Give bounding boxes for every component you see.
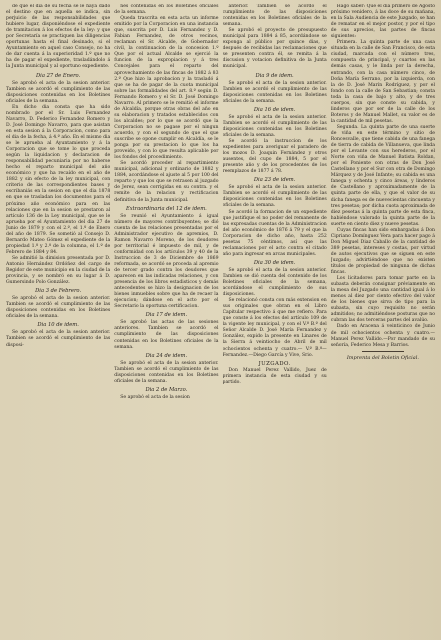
- session-date-heading: Dia 2 de Marzo.: [145, 386, 188, 393]
- session-date-heading: Dia 24 de idem.: [145, 352, 188, 359]
- paragraph: Dado en Aracena á veinticinco de Junio de mil ochocientos ochenta y cuatro.—Manuel Perez Vallido.—Por mandado de su señoría, Federico Mesa y Barrios.: [330, 324, 435, 348]
- paragraph: Se aprobó el acta de la sesion anterior. Tambien se acordó el cumplimiento de las disposiciones contenidas en los Boletines oficiales de la semana.: [114, 360, 219, 384]
- paragraph: Se acordó la formacion de un expediente que justifique el no poder del remanente de las expresadas cuentas de la Administracion del año económico de 1876 á 79 y el que la Corporacion de dicho año, hasta 252 pesetas 75 céntimos, así que las reclamaciones por el acto contra el citado año para ingresar en arcas municipales.: [222, 209, 327, 257]
- paragraph: Se aprobó el acta de la sesion anterior. Tambien se acordó el cumplimiento de las disposiciones contenidas en los Boletines oficiales de la semana.: [6, 296, 111, 320]
- session-date-heading: Dia 10 de idem.: [37, 322, 79, 329]
- paragraph: Se aprobó el acta de la sesion anterior. Tambien se acordó el cumplimiento de las disposiciones contenidas en los Boletines oficiales de la semana.: [222, 185, 327, 209]
- paragraph: Se aprobó el acta de la sesion anterior. Tambien se acordó el cumplimiento de las disposi-: [6, 330, 111, 348]
- session-date-heading: Dia 16 de idem.: [253, 106, 296, 113]
- paragraph: Primera. La quinta parte de una casa situada en la calle de San Francisco, de esta ciudad, marcada con el número tres, compuesta de principal, y cuartos en las demás casas, y le linda por la derecha, entrando, con la casa número cinco, de Doña María Serrano, por la izquierda, con la de D. José Marín Rodríguez, y por el fondo con la calle de San Sebastian; consta toda la casa de bajo y alto, y de tres cuerpos, sin que conste su cabida, y linderos que por ser de la calle de los Boteros y de Manuel Mallet, su valor es de la cantidad de mil pesetas.: [330, 40, 435, 124]
- paragraph: anterior. Tambien se acordó el cumplimiento de las disposiciones contenidas en los Boletines oficiales de la semana.: [222, 4, 327, 28]
- session-date-heading: Dia 9 de idem.: [255, 72, 294, 79]
- printer-imprint: Imprenta del Boletin Oficial.: [346, 354, 419, 361]
- session-date-heading: Dia 17 de idem.: [145, 312, 188, 319]
- paragraph: Se aprobó las actas de las sesiones anteriores. Tambien se acordó el cumplimiento de las disposiciones contenidas en los Boletines oficiales de la semana.: [114, 320, 219, 350]
- paragraph: Queda trascrita en esta acta un informe emitido por la Corporacion en una instancia que, suscrita por D. Luis Fernandez y D. Fabian Fernandez, de otros vecinos, reclaman el Sr. Alcalde, de Gobernador civil, la continuacion de la concesion 1.º Que por el actual Alcalde se ejerció la funcion de la expropiacion y á tres Concejales para el reparto del aprovechamiento de las fincas de 1882 á 83 2.º Que hizo la aprobacion y la trasladó á que se ha de pagar de la cuota municipal sobre las formalidades del art. 8.º según D. Fernando Romero y el Sr. D. José Domingo Navarro. Al primero se le remitió el informe de Alcaldía, porque otras obras del año en su elaboracion y tratados establecidos con los alcaldes; por lo que se acordó que la Corporacion no se pagase por el ningun acuerdo, y con el segundo de que el que suscribe se opone cumplir en Alcaldía, se le ponga por su prestacion lo que los ha proveido, y con lo que resulta aplicable por los fondos del procedimiento.: [114, 16, 219, 161]
- paragraph: En dicho dia consta que ha sido nombrado por el Sr. Luis Fernandez Navarro, D. Federico Fernandez Romero y D. José Domingo Navarro, para que asistan en esta sesion á la Corporacion, como para el dia de la fecha, á 4.º año. En el mismo dia se le aprueba al Ayuntamiento y á la Corporacion que se tome lo que proceda según la liquidacion y declaracion de responsabilidad pecuniaria por no haberse hecho el reparto municipal del año económico y que ha recaído en el año de 1882 y sin efecto de la ley municipal, con criterio de las correspondientes bases y escribaniás en la sesion en que el dia 1878 en que se trasladan los documentos para el próximo año económico para en las relaciones que en la sesion se prestaron al artículo 136 de la Ley municipal, que se le aprueba por el Ayuntamiento del dia 27 de Junio de 1879 y con el 2.º, el 1.º de Enero del año de 1879. Se sometió al Consejo D. Bernardo Mateo Gómez el expediente de la propiedad 1.º y 2.º de la columna, el 1.º de Febrero de 1884 y 84.: [6, 104, 111, 255]
- session-date-heading: Dia 23 de idem.: [253, 177, 296, 184]
- divider-rule: [362, 351, 404, 352]
- column-3: [223, 4, 327, 636]
- column-4: [331, 4, 435, 636]
- paragraph: Se relacionó consta con más extension en sus originales que obran en el Libro Capitular respectivo á que me refiero. Para que conste á los efectos del artículo 109 de la vigente ley municipal, y con el V.º B.º del Señor Alcalde D. José María Fernandez y González, expido la presente en Linares de la Sierra á veintiocho de Abril de mil ochocientos ochenta y cuatro.— V.º B.º—Fernandez.—Diego García y Vive, Srio.: [222, 298, 327, 358]
- column-2: [114, 4, 218, 636]
- section-heading: JUZGADO.: [258, 360, 291, 367]
- paragraph: Los licitadores para tomar parte en la subasta deberán consignar préviamente en la mesa del Juzgado una cantidad igual á lo menos al diez por ciento efectivo del valor de los bienes que sirva de tipo para la subasta, sin cuyo requisito no serán admitidos; no admitiéndose posturas que no cubran las dos terceras partes del avalúo.: [330, 276, 435, 324]
- paragraph: nes contenidas en los Boletines oficiales de la semana.: [114, 4, 219, 16]
- paragraph: Se aprobó el acta de la sesion: [120, 394, 190, 400]
- paragraph: Se aprobó el acta de la sesion anterior. Tambien se acordó el cumplimiento de las disposiciones contenidas en los Boletines oficiales de la semana.: [222, 80, 327, 104]
- paragraph: Se admitió la dimision presentada por D. Antonio Hernández Ordóñez del cargo de Regidor de este municipio en la ciudad de la provincia, y se nombró en su lugar á D. Gumersindo Polo González.: [6, 255, 111, 286]
- columns: [6, 4, 435, 636]
- paragraph: Se reunió el Ayuntamiento á igual número de mayores contribuyentes; se dió cuenta de las relaciones presentadas por el Administrador ejecutivo de apremios, D. Ramon Navarro Moreno, de los deudores por territorial é impuesto de mil, y de conformidad con los artículos 39 y 40 de la Instruccion de 3 de Diciembre de 1869 reformada, se acordó se proceda al apremio de tercer grado contra los deudores que aparecen en las indicadas relaciones, y con presencia de los libros estadisticos y demás antecedentes se hizo la designacion de los bienes inmuebles sobre que ha de recaer la ejecucion; dándose en el acto por el Secretario la oportuna certificacion.: [114, 213, 219, 310]
- session-date-heading: Dia 27 de Enero.: [36, 72, 81, 79]
- session-date-heading: Dia 30 de idem.: [253, 259, 296, 266]
- paragraph: Don Manuel Perez Vallido, Juez de primera instancia de esta ciudad y su partido.: [222, 367, 327, 385]
- paragraph: Cuyas fincas han sido embargadas á Don Cipriano Domínguez Vera para hacer pago á Don Miguel Diaz Caballo de la cantidad de 389 pesetas, intereses y costas, por virtud de autos ejecutivos que se siguen en este Juzgado; advirtiéndose que no existen títulos de propiedad de ninguna de dichas fincas.: [330, 227, 435, 276]
- paragraph: Se aprobó el proyecto de presupuesto municipal para 1884 á 85, acordándose se exponga al público por quince dias, y después de recibidas las reclamaciones que se presenten contra él, se remita á la discusion y votacion definitiva de la Junta municipal.: [222, 28, 327, 70]
- paragraph: Se acordó proceder al repartimiento municipal, adicional y ordinario de 1882 y 1884, acordándose el ajuste al 5 por 100 del reparto y que los que se retrasen al juzgado de Jerez, sean corrigidas en su contra. y el remite de la relacion y rectificacion definitiva de la Junta municipal.: [114, 161, 219, 203]
- paragraph: Hago saber: Que el dia primero de Agosto próximo venidero, á las doce de su mañana, en la Sala Audiencia de este Juzgado, se han de rematar en el mejor postor, y por el tipo de sus aprecios, las partes de fincas siguientes:: [330, 4, 435, 40]
- paragraph: Segunda. La quinta parte de una suerte de viña en este término y sitio de Roncesvalle, que tiene cabida de una fanega de tierra de cabida de Villanueva, que linda por el Levante con sus herederos, por el Norte con viña de Manuel Batista Roldan, por el Poniente con otras de Don José Castellano y por el Sur con otra de Domingo Márquez y de José Infante; su cabida es una fanega y ochenta y cinco áreas, y linderos de Castellano y aproximadamente de la quinta parte de ella, y que el valor de su dicha fanega es de nuevecientas cincuenta y tres pesetas; por dicha cuota aproximada de diez pesetas á la quinta parte de esta finca, habiéndose valorado la quinta parte de la suerte en ciento diez y nueve pesetas.: [330, 124, 435, 227]
- column-1: [6, 4, 110, 636]
- paragraph: de que el dia de su fecha se le haya dado el destino que en aquella se indica, sin perjuicio de las responsabilidades que hubiere lugar, disponiéndose el expediente de tramitacion á los efectos de la ley: y que por Secretaría se practiquen las diligencias oportunas hasta el final desinado, si el Ayuntamiento en aquel caso Consejo, no ha de dar cuenta á la superioridad 1.º que no ha de pagar el expediente, trasladándolo á la Junta municipal y al oportuno expediente.: [6, 4, 111, 70]
- session-date-heading: Extraordinaria del 12 de idem.: [125, 205, 207, 212]
- session-date-heading: Dia 3 de Febrero.: [35, 288, 82, 295]
- paragraph: Se aprobó el acta de la sesion anterior. Tambien se dió cuenta del contenido de los Boletines oficiales de la semana, acordándose el cumplimiento de sus disposiciones.: [222, 267, 327, 298]
- paragraph: Se acordó la instruccion de los expedientes para averiguar el paradero de los mozos D. Joaquin Fernández y otros ausentes, del cupo de 1884, 5 por el presente año y de los procedentes de los reemplazos de 1877 á 78.: [222, 138, 327, 175]
- paragraph: Se aprobó el acta de la sesion anterior. Tambien se acordó el cumplimiento de las disposiciones contenidas en los Boletines oficiales de la semana.: [6, 80, 111, 104]
- paragraph: Se aprobó el acta de la sesion anterior. Tambien se acordó el cumplimiento de las disposiciones contenidas en los Boletines oficiales de la semana.: [222, 114, 327, 138]
